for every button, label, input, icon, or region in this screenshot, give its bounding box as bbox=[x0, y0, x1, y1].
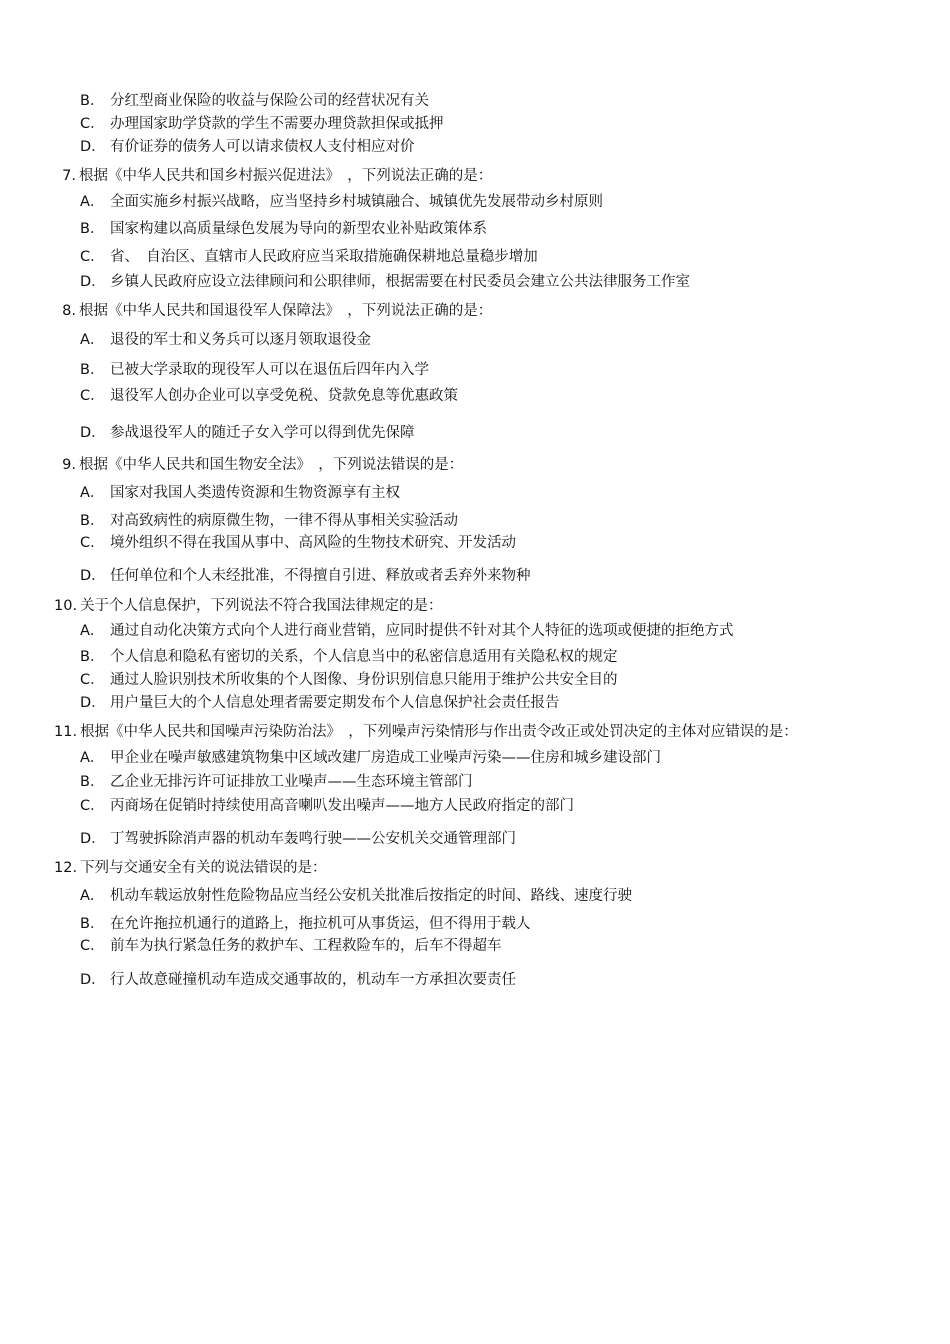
option-6d bbox=[80, 138, 415, 156]
question-text: 根据《中华人民共和国生物安全法》 ，下列说法错误的是： bbox=[79, 457, 464, 473]
option-8d bbox=[80, 424, 415, 442]
option-letter: A． bbox=[80, 485, 105, 501]
option-10a bbox=[80, 622, 734, 640]
option-letter: D． bbox=[80, 139, 106, 155]
option-letter: A． bbox=[80, 750, 105, 766]
option-letter: B． bbox=[80, 362, 105, 378]
option-11d bbox=[80, 830, 516, 848]
option-9c bbox=[80, 534, 516, 552]
option-letter: B． bbox=[80, 221, 105, 237]
option-letter: D． bbox=[80, 568, 106, 584]
question-text: 根据《中华人民共和国乡村振兴促进法》 ，下列说法正确的是： bbox=[79, 168, 493, 184]
option-text: 退役军人创办企业可以享受免税、贷款免息等优惠政策 bbox=[110, 388, 458, 404]
question-10-stem bbox=[54, 597, 443, 615]
option-8c bbox=[80, 387, 458, 405]
option-letter: C． bbox=[80, 388, 105, 404]
question-11-stem bbox=[54, 723, 798, 741]
option-text: 国家构建以高质量绿色发展为导向的新型农业补贴政策体系 bbox=[110, 221, 487, 237]
option-letter: A． bbox=[80, 194, 105, 210]
option-letter: A． bbox=[80, 888, 105, 904]
option-9b bbox=[80, 512, 458, 530]
option-letter: D． bbox=[80, 695, 106, 711]
option-7d bbox=[80, 273, 690, 291]
option-letter: C． bbox=[80, 672, 105, 688]
option-7c bbox=[80, 248, 538, 266]
option-12a bbox=[80, 887, 632, 905]
question-number: 9. bbox=[62, 457, 76, 473]
option-8a bbox=[80, 331, 371, 349]
option-letter: B． bbox=[80, 513, 105, 529]
option-letter: B． bbox=[80, 649, 105, 665]
question-7-stem bbox=[54, 167, 492, 185]
question-number: 8. bbox=[62, 303, 76, 319]
option-text: 在允许拖拉机通行的道路上，拖拉机可从事货运，但不得用于载人 bbox=[110, 916, 531, 932]
option-letter: C． bbox=[80, 938, 105, 954]
option-letter: D． bbox=[80, 972, 106, 988]
option-text: 国家对我国人类遗传资源和生物资源享有主权 bbox=[110, 485, 400, 501]
option-text: 丁驾驶拆除消声器的机动车轰鸣行驶——公安机关交通管理部门 bbox=[110, 831, 516, 847]
option-text: 丙商场在促销时持续使用高音喇叭发出噪声——地方人民政府指定的部门 bbox=[110, 798, 574, 814]
question-number: 12. bbox=[54, 860, 78, 876]
option-letter: D． bbox=[80, 831, 106, 847]
option-text: 退役的军士和义务兵可以逐月领取退役金 bbox=[110, 332, 371, 348]
option-text: 办理国家助学贷款的学生不需要办理贷款担保或抵押 bbox=[110, 116, 444, 132]
option-letter: C． bbox=[80, 798, 105, 814]
option-letter: D． bbox=[80, 425, 106, 441]
question-text: 根据《中华人民共和国退役军人保障法》 ，下列说法正确的是： bbox=[79, 303, 493, 319]
option-text: 分红型商业保险的收益与保险公司的经营状况有关 bbox=[110, 93, 429, 109]
option-text: 任何单位和个人未经批准，不得擅自引进、释放或者丢弃外来物种 bbox=[110, 568, 531, 584]
option-letter: C． bbox=[80, 116, 105, 132]
option-6c bbox=[80, 115, 444, 133]
option-6b bbox=[80, 92, 429, 110]
option-text: 乙企业无排污许可证排放工业噪声——生态环境主管部门 bbox=[110, 774, 473, 790]
option-11c bbox=[80, 797, 574, 815]
option-text: 前车为执行紧急任务的救护车、工程救险车的，后车不得超车 bbox=[110, 938, 502, 954]
option-7b bbox=[80, 220, 487, 238]
option-10c bbox=[80, 671, 618, 689]
question-12-stem bbox=[54, 859, 327, 877]
option-text: 全面实施乡村振兴战略，应当坚持乡村城镇融合、城镇优先发展带动乡村原则 bbox=[110, 194, 603, 210]
option-10d bbox=[80, 694, 560, 712]
option-8b bbox=[80, 361, 429, 379]
option-letter: A． bbox=[80, 332, 105, 348]
option-7a bbox=[80, 193, 603, 211]
option-text: 参战退役军人的随迁子女入学可以得到优先保障 bbox=[110, 425, 415, 441]
option-letter: B． bbox=[80, 774, 105, 790]
option-text: 机动车载运放射性危险物品应当经公安机关批准后按指定的时间、路线、速度行驶 bbox=[110, 888, 632, 904]
option-text: 省、 自治区、直辖市人民政府应当采取措施确保耕地总量稳步增加 bbox=[110, 249, 538, 265]
option-text: 甲企业在噪声敏感建筑物集中区域改建厂房造成工业噪声污染——住房和城乡建设部门 bbox=[110, 750, 661, 766]
option-text: 乡镇人民政府应设立法律顾问和公职律师，根据需要在村民委员会建立公共法律服务工作室 bbox=[110, 274, 690, 290]
question-text: 根据《中华人民共和国噪声污染防治法》 ，下列噪声污染情形与作出责令改正或处罚决定的主体对应错误的是： bbox=[80, 724, 798, 740]
option-text: 个人信息和隐私有密切的关系，个人信息当中的私密信息适用有关隐私权的规定 bbox=[110, 649, 618, 665]
question-8-stem bbox=[54, 302, 492, 320]
option-text: 通过人脸识别技术所收集的个人图像、身份识别信息只能用于维护公共安全目的 bbox=[110, 672, 618, 688]
option-text: 行人故意碰撞机动车造成交通事故的，机动车一方承担次要责任 bbox=[110, 972, 516, 988]
option-11b bbox=[80, 773, 473, 791]
option-letter: C． bbox=[80, 535, 105, 551]
option-letter: D． bbox=[80, 274, 106, 290]
option-text: 通过自动化决策方式向个人进行商业营销，应同时提供不针对其个人特征的选项或便捷的拒绝方式 bbox=[110, 623, 734, 639]
option-9d bbox=[80, 567, 531, 585]
option-text: 境外组织不得在我国从事中、高风险的生物技术研究、开发活动 bbox=[110, 535, 516, 551]
option-11a bbox=[80, 749, 661, 767]
option-12c bbox=[80, 937, 502, 955]
option-letter: B． bbox=[80, 916, 105, 932]
question-number: 7. bbox=[62, 168, 76, 184]
option-12d bbox=[80, 971, 516, 989]
option-letter: C． bbox=[80, 249, 105, 265]
option-text: 用户量巨大的个人信息处理者需要定期发布个人信息保护社会责任报告 bbox=[110, 695, 560, 711]
option-9a bbox=[80, 484, 400, 502]
option-text: 已被大学录取的现役军人可以在退伍后四年内入学 bbox=[110, 362, 429, 378]
question-text: 下列与交通安全有关的说法错误的是： bbox=[80, 860, 327, 876]
option-letter: B． bbox=[80, 93, 105, 109]
option-10b bbox=[80, 648, 618, 666]
question-number: 10. bbox=[54, 598, 78, 614]
option-letter: A． bbox=[80, 623, 105, 639]
option-text: 有价证券的债务人可以请求债权人支付相应对价 bbox=[110, 139, 415, 155]
question-9-stem bbox=[54, 456, 463, 474]
option-12b bbox=[80, 915, 531, 933]
option-text: 对高致病性的病原微生物，一律不得从事相关实验活动 bbox=[110, 513, 458, 529]
question-number: 11. bbox=[54, 724, 78, 740]
question-text: 关于个人信息保护，下列说法不符合我国法律规定的是： bbox=[80, 598, 443, 614]
